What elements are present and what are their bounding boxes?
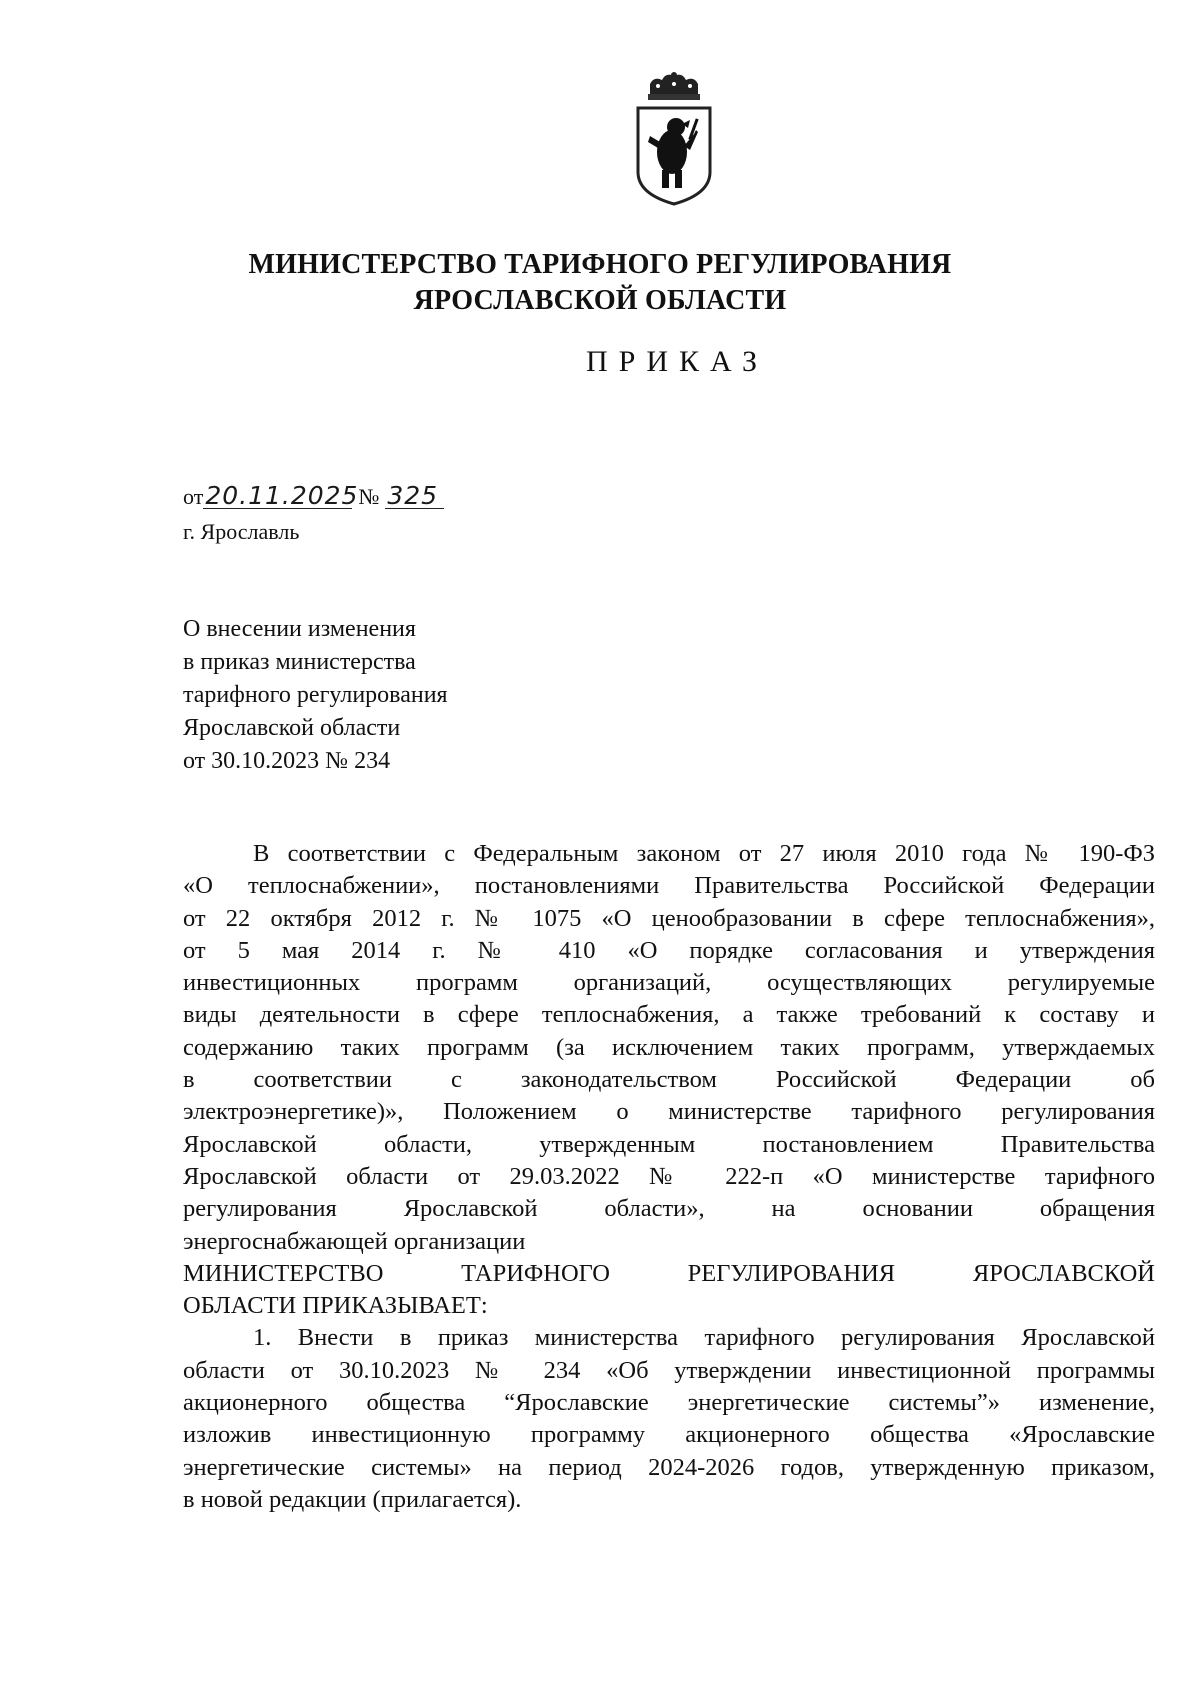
body-line: МИНИСТЕРСТВО ТАРИФНОГО РЕГУЛИРОВАНИЯ ЯРОСЛАВСКОЙ bbox=[183, 1259, 1155, 1287]
body-line: от 5 мая 2014 г. № 410 «О порядке согласования и утверждения bbox=[183, 936, 1155, 964]
body-line: ОБЛАСТИ ПРИКАЗЫВАЕТ: bbox=[183, 1292, 488, 1320]
ministry-title-line2: ЯРОСЛАВСКОЙ ОБЛАСТИ bbox=[413, 285, 787, 316]
coat-of-arms-emblem bbox=[632, 72, 716, 207]
body-line: инвестиционных программ организаций, осуществляющих регулируемые bbox=[183, 969, 1155, 997]
number-sign: № bbox=[358, 484, 380, 509]
subject-line: тарифного регулирования bbox=[183, 682, 448, 708]
body-line: от 22 октября 2012 г. № 1075 «О ценообразовании в сфере теплоснабжения», bbox=[183, 904, 1155, 932]
handwritten-number: 325 bbox=[385, 484, 444, 509]
body-line: энергетические системы» на период 2024-2026 годов, утвержденную приказом, bbox=[183, 1453, 1155, 1481]
body-line: в новой редакции (прилагается). bbox=[183, 1485, 522, 1513]
body-line: изложив инвестиционную программу акционерного общества «Ярославские bbox=[183, 1421, 1155, 1449]
body-line: Ярославской области, утвержденным постановлением Правительства bbox=[183, 1130, 1155, 1158]
body-line: В соответствии с Федеральным законом от 27 июля 2010 года № 190-ФЗ bbox=[253, 840, 1155, 867]
body-line: энергоснабжающей организации bbox=[183, 1227, 526, 1255]
body-text bbox=[183, 838, 1155, 1516]
document-type: ПРИКАЗ bbox=[586, 345, 768, 378]
subject-block bbox=[183, 613, 448, 778]
subject-line: О внесении изменения bbox=[183, 616, 416, 642]
body-line: электроэнергетике)», Положением о министерстве тарифного регулирования bbox=[183, 1098, 1155, 1126]
crown-icon bbox=[648, 72, 700, 100]
subject-line: Ярославской области bbox=[183, 715, 401, 741]
body-line: области от 30.10.2023 № 234 «Об утверждении инвестиционной программы bbox=[183, 1356, 1155, 1384]
body-line: акционерного общества “Ярославские энергетические системы”» изменение, bbox=[183, 1389, 1155, 1417]
city: г. Ярославль bbox=[183, 519, 300, 544]
body-line: регулирования Ярославской области», на основании обращения bbox=[183, 1195, 1155, 1223]
body-line: «О теплоснабжении», постановлениями Правительства Российской Федерации bbox=[183, 872, 1155, 900]
ministry-title-line1: МИНИСТЕРСТВО ТАРИФНОГО РЕГУЛИРОВАНИЯ bbox=[248, 249, 952, 280]
date-prefix: от bbox=[183, 484, 204, 509]
handwritten-date: 20.11.2025 bbox=[205, 481, 359, 510]
subject-line: в приказ министерства bbox=[183, 649, 416, 675]
body-line: виды деятельности в сфере теплоснабжения, а также требований к составу и bbox=[183, 1001, 1155, 1029]
subject-line: от 30.10.2023 № 234 bbox=[183, 748, 391, 774]
body-line: содержанию таких программ (за исключением таких программ, утверждаемых bbox=[183, 1033, 1155, 1061]
body-line: Ярославской области от 29.03.2022 № 222-п «О министерстве тарифного bbox=[183, 1162, 1155, 1190]
body-line: в соответствии с законодательством Российской Федерации об bbox=[183, 1066, 1155, 1094]
date-number-line bbox=[183, 482, 444, 512]
body-line: 1. Внести в приказ министерства тарифного регулирования Ярославской bbox=[253, 1324, 1155, 1352]
